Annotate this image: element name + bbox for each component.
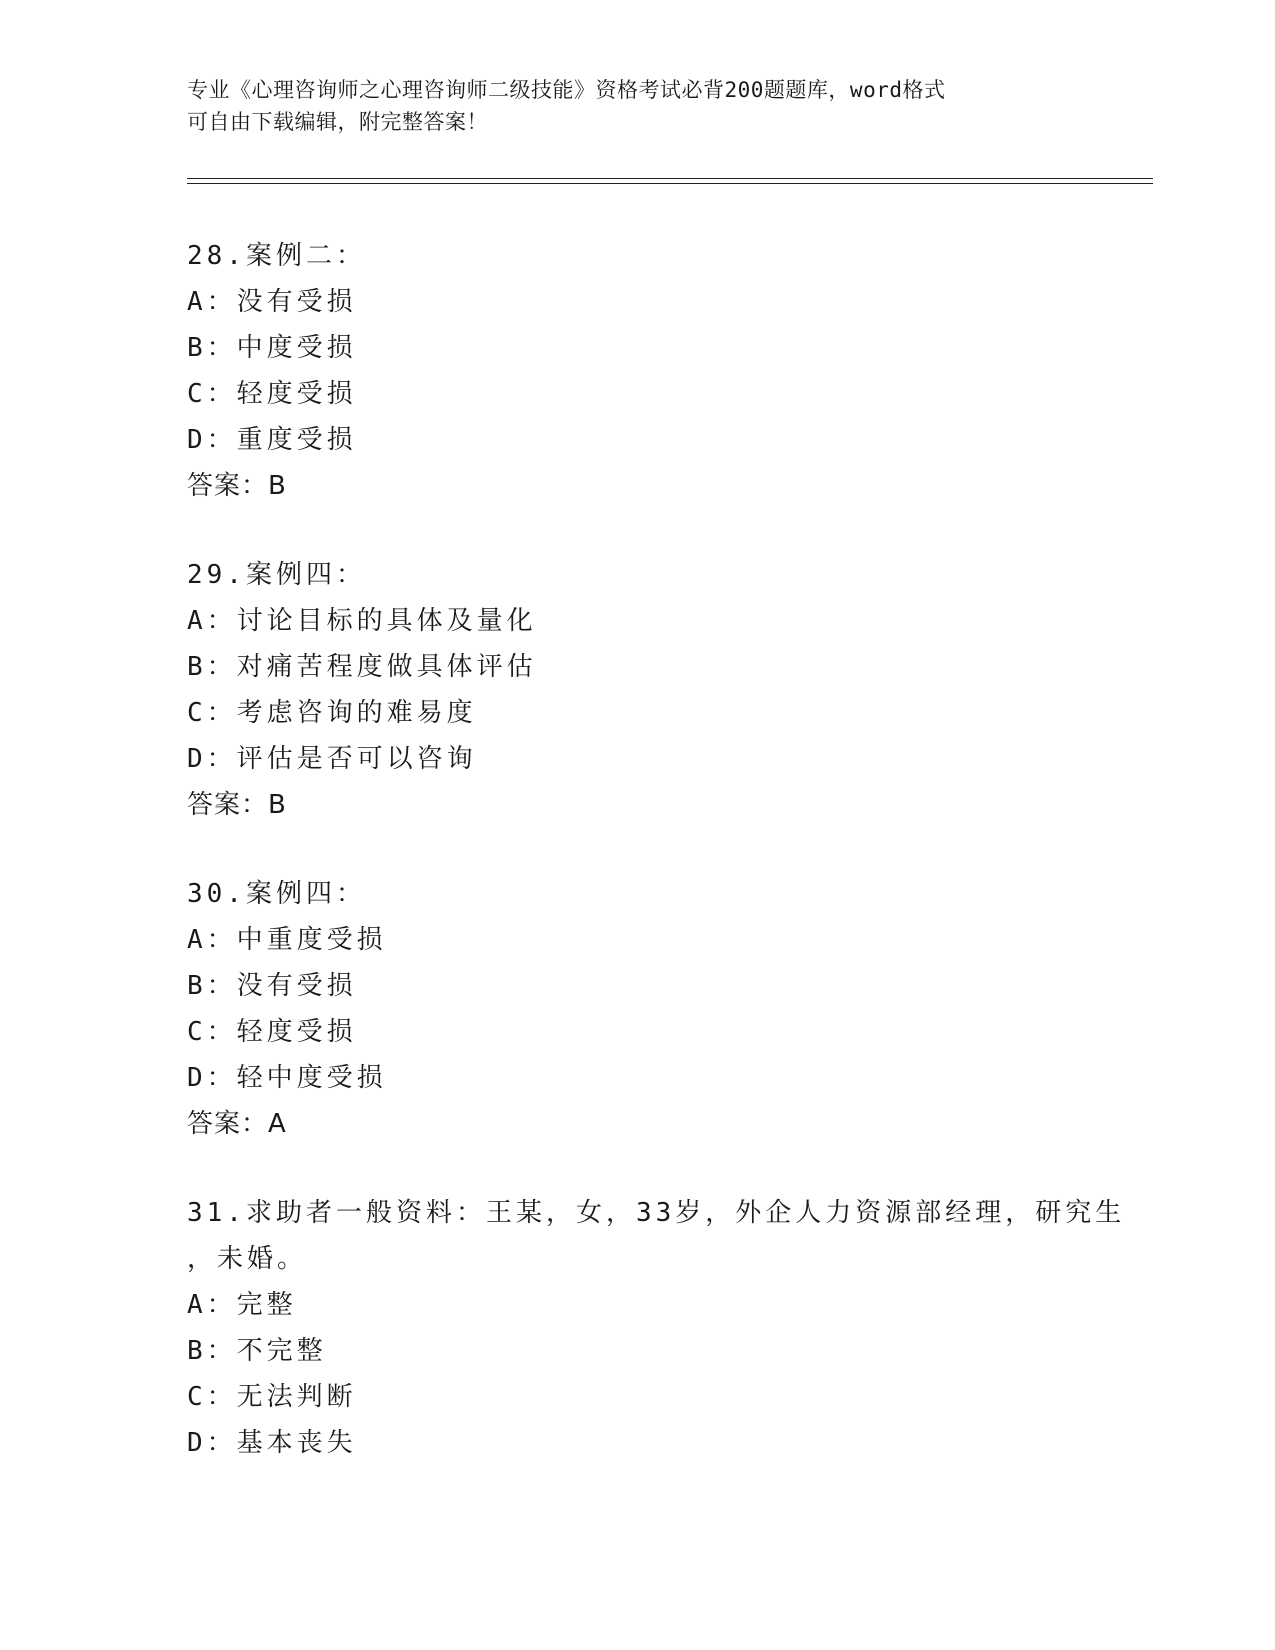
- header-title-line-1: 专业《心理咨询师之心理咨询师二级技能》资格考试必背200题题库，word格式: [187, 78, 946, 102]
- option-a: A：讨论目标的具体及量化: [187, 606, 537, 636]
- option-a: A：没有受损: [187, 287, 357, 317]
- option-b: B：对痛苦程度做具体评估: [187, 652, 537, 682]
- header-title-line-2: 可自由下载编辑，附完整答案！: [187, 110, 488, 134]
- option-b: B：没有受损: [187, 971, 357, 1001]
- question-stem: 30.案例四：: [187, 879, 366, 909]
- question-stem: 31.求助者一般资料：王某，女，33岁，外企人力资源部经理，研究生: [187, 1198, 1126, 1228]
- answer-line: 答案：A: [187, 1109, 287, 1139]
- option-c: C：轻度受损: [187, 1017, 357, 1047]
- document-header: [187, 74, 1087, 138]
- answer-line: 答案：B: [187, 790, 287, 820]
- header-divider-bottom: [187, 183, 1153, 184]
- question-stem-continued: ，未婚。: [187, 1244, 308, 1274]
- question-stem: 28.案例二：: [187, 241, 366, 271]
- option-c: C：考虑咨询的难易度: [187, 698, 477, 728]
- option-b: B：不完整: [187, 1336, 327, 1366]
- question-stem: 29.案例四：: [187, 560, 366, 590]
- option-c: C：轻度受损: [187, 379, 357, 409]
- option-a: A：完整: [187, 1290, 297, 1320]
- header-divider-top: [187, 178, 1153, 179]
- question-31: [187, 1190, 1126, 1466]
- option-b: B：中度受损: [187, 333, 357, 363]
- option-a: A：中重度受损: [187, 925, 387, 955]
- option-d: D：基本丧失: [187, 1428, 357, 1458]
- option-c: C：无法判断: [187, 1382, 357, 1412]
- option-d: D：重度受损: [187, 425, 357, 455]
- question-29: [187, 552, 1087, 828]
- option-d: D：轻中度受损: [187, 1063, 387, 1093]
- question-30: [187, 871, 1087, 1147]
- option-d: D：评估是否可以咨询: [187, 744, 477, 774]
- answer-line: 答案：B: [187, 471, 287, 501]
- question-28: [187, 233, 1087, 509]
